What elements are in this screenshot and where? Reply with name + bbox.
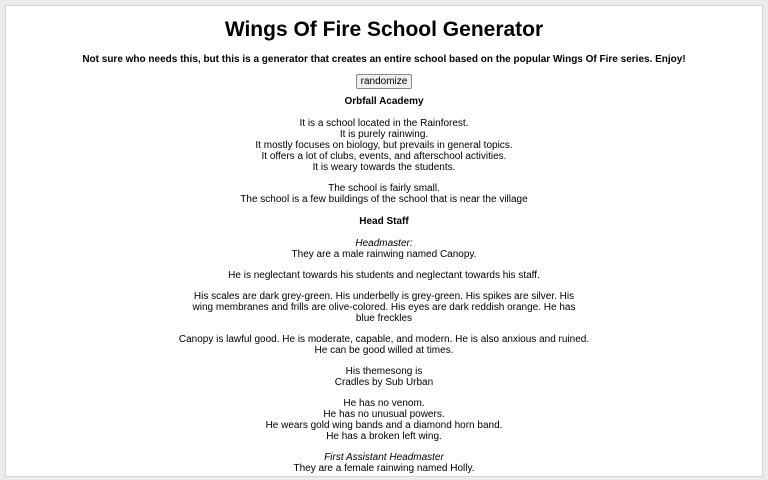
headmaster-appearance bbox=[6, 291, 762, 324]
headmaster-traits bbox=[6, 398, 762, 442]
themesong-label: His themesong is bbox=[345, 366, 423, 377]
page-title: Wings Of Fire School Generator bbox=[224, 18, 544, 41]
themesong-title: Cradles by Sub Urban bbox=[334, 377, 434, 388]
headmaster-themesong bbox=[6, 366, 762, 388]
page-subtitle: Not sure who needs this, but this is a generator that creates an entire school based on the popular Wings Of Fire series. Enjoy! bbox=[82, 54, 686, 65]
head-staff-heading: Head Staff bbox=[359, 216, 409, 227]
school-name: Orbfall Academy bbox=[344, 96, 424, 107]
school-size bbox=[6, 183, 762, 205]
description-line: It is purely rainwing. bbox=[339, 129, 429, 140]
attitude-line: He is neglectant towards his students and neglectant towards his staff. bbox=[228, 270, 540, 281]
assistant-role: First Assistant Headmaster bbox=[324, 452, 444, 463]
trait-line: He has a broken left wing. bbox=[326, 431, 442, 442]
personality-line: He can be good willed at times. bbox=[314, 345, 454, 356]
trait-line: He has no venom. bbox=[343, 398, 425, 409]
randomize-button[interactable]: randomize bbox=[356, 74, 413, 89]
page-frame bbox=[5, 5, 763, 477]
headmaster-attitude bbox=[6, 270, 762, 281]
headmaster-personality bbox=[6, 334, 762, 356]
trait-line: He wears gold wing bands and a diamond horn band. bbox=[265, 420, 503, 431]
headmaster-intro bbox=[6, 238, 762, 260]
description-line: It mostly focuses on biology, but prevails in general topics. bbox=[255, 140, 513, 151]
size-line: The school is fairly small. bbox=[328, 183, 440, 194]
school-description bbox=[6, 118, 762, 173]
assistant-name-line: They are a female rainwing named Holly. bbox=[293, 463, 475, 474]
description-line: It is weary towards the students. bbox=[312, 162, 456, 173]
appearance-text: His scales are dark grey-green. His underbelly is grey-green. His spikes are silver. His wing membranes and frills are olive-colored. His eyes are dark reddish orange. He has blue freckles bbox=[192, 291, 576, 324]
headmaster-name-line: They are a male rainwing named Canopy. bbox=[291, 249, 477, 260]
size-line: The school is a few buildings of the school that is near the village bbox=[240, 194, 528, 205]
assistant-intro bbox=[6, 452, 762, 474]
personality-line: Canopy is lawful good. He is moderate, capable, and modern. He is also anxious and ruined. bbox=[178, 334, 590, 345]
description-line: It offers a lot of clubs, events, and afterschool activities. bbox=[261, 151, 507, 162]
description-line: It is a school located in the Rainforest. bbox=[299, 118, 469, 129]
trait-line: He has no unusual powers. bbox=[323, 409, 445, 420]
headmaster-role: Headmaster: bbox=[355, 238, 413, 249]
